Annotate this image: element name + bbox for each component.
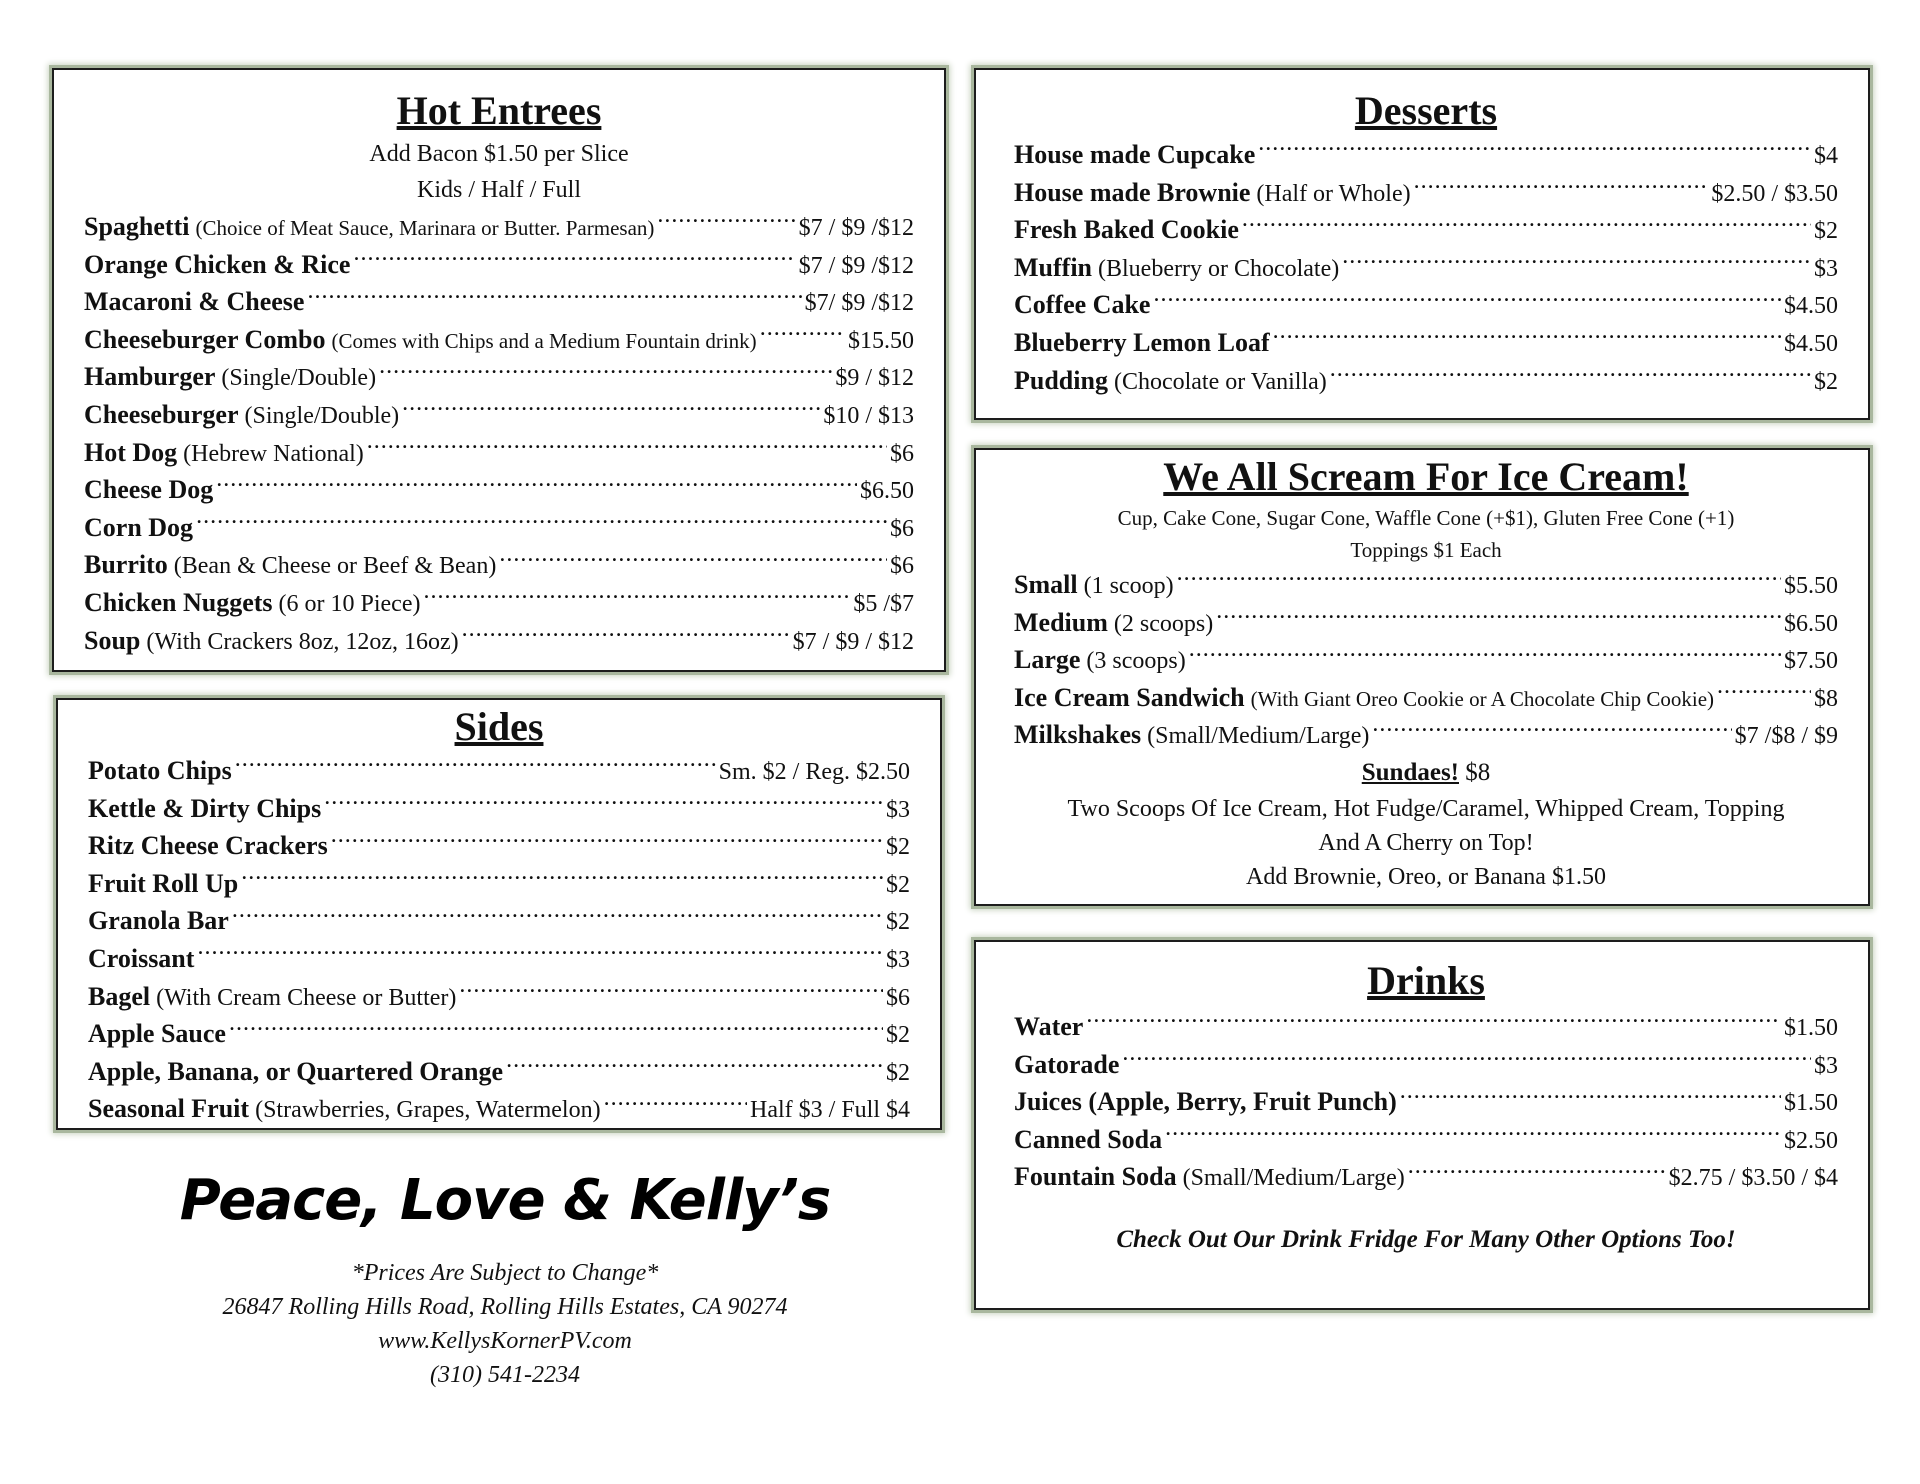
menu-item <box>1014 286 1838 324</box>
item-price: $2 <box>1814 368 1838 395</box>
item-name: Fresh Baked Cookie <box>1014 215 1239 245</box>
item-price: $2.75 / $3.50 / $4 <box>1668 1165 1838 1192</box>
dot-leader <box>197 941 883 967</box>
sundae-addon: Add Brownie, Oreo, or Banana $1.50 <box>1246 863 1606 890</box>
menu-item <box>84 434 914 472</box>
dot-leader <box>506 1054 883 1080</box>
sundae-description-2: And A Cherry on Top! <box>1318 829 1534 856</box>
address: 26847 Rolling Hills Road, Rolling Hills Estates, CA 90274 <box>222 1294 788 1320</box>
menu-item <box>88 1053 910 1091</box>
item-price: $6 <box>890 553 914 580</box>
drinks-title: Drinks <box>1367 958 1485 1003</box>
item-name: Potato Chips <box>88 756 232 785</box>
item-price: $5.50 <box>1784 573 1838 599</box>
menu-item <box>1014 1083 1838 1121</box>
sides-title: Sides <box>454 704 544 749</box>
dot-leader <box>196 510 887 536</box>
menu-item <box>88 790 910 828</box>
hot-entrees-title: Hot Entrees <box>396 88 602 133</box>
hot-entrees-list <box>84 208 914 659</box>
menu-item <box>84 546 914 584</box>
ice-cream-section <box>974 448 1870 906</box>
item-name: Soup <box>84 625 141 655</box>
item-name: Milkshakes <box>1014 720 1142 750</box>
drinks-section <box>974 940 1870 1310</box>
menu-item <box>88 1090 910 1128</box>
item-name: Kettle & Dirty Chips <box>88 793 322 823</box>
item-price: $2 <box>886 834 910 861</box>
dot-leader <box>462 623 790 649</box>
drink-fridge-note: Check Out Our Drink Fridge For Many Other Options Too! <box>1116 1225 1736 1253</box>
item-name: Spaghetti <box>84 212 190 241</box>
dot-leader <box>379 359 832 385</box>
brand-logo-text: Peace, Love & Kelly’s <box>179 1168 831 1233</box>
item-name: Cheeseburger Combo <box>84 324 326 354</box>
dot-leader <box>1122 1047 1811 1073</box>
dot-leader <box>1414 175 1709 201</box>
dot-leader <box>232 903 883 929</box>
item-price: $6.50 <box>860 478 914 505</box>
item-price: $7 / $9 /$12 <box>798 252 914 279</box>
item-name: Croissant <box>88 943 195 973</box>
item-name: Orange Chicken & Rice <box>84 249 351 279</box>
dot-leader <box>459 979 883 1005</box>
item-price: Sm. $2 / Reg. $2.50 <box>718 759 910 785</box>
cone-options: Cup, Cake Cone, Sugar Cone, Waffle Cone (+$1), Gluten Free Cone (+1) <box>1117 506 1735 530</box>
sides-list <box>88 752 910 1128</box>
dot-leader <box>1189 642 1781 668</box>
menu-item <box>1014 641 1838 679</box>
item-price: $2 <box>886 871 910 898</box>
dot-leader <box>1330 363 1811 389</box>
dot-leader <box>353 247 795 273</box>
portion-note: Kids / Half / Full <box>416 177 581 203</box>
menu-item <box>1014 1008 1838 1046</box>
item-price: $2 <box>886 909 910 936</box>
item-name: Seasonal Fruit <box>88 1094 250 1124</box>
dot-leader <box>1177 567 1781 593</box>
item-name: Granola Bar <box>88 906 229 936</box>
menu-item <box>1014 174 1838 212</box>
hot-entrees-section <box>52 68 946 672</box>
dot-leader <box>402 397 820 423</box>
dot-leader <box>229 1016 883 1042</box>
footer-info <box>150 1256 860 1392</box>
website: www.KellysKornerPV.com <box>378 1328 632 1354</box>
item-name: Apple Sauce <box>88 1019 226 1049</box>
item-description: (Comes with Chips and a Medium Fountain drink) <box>331 328 757 353</box>
price-disclaimer: *Prices Are Subject to Change* <box>351 1260 659 1286</box>
item-name: Macaroni & Cheese <box>84 287 305 317</box>
item-price: $4 <box>1814 143 1838 169</box>
item-name: Gatorade <box>1014 1049 1120 1079</box>
item-name: House made Cupcake <box>1014 140 1256 169</box>
dot-leader <box>1165 1122 1781 1148</box>
sundae-description-1: Two Scoops Of Ice Cream, Hot Fudge/Caramel, Whipped Cream, Topping <box>1067 795 1785 822</box>
menu-item <box>1014 1046 1838 1084</box>
dot-leader <box>1153 287 1781 313</box>
item-price: $7 / $9 /$12 <box>798 215 914 241</box>
item-price: $2.50 <box>1784 1127 1838 1154</box>
item-name: Small <box>1014 570 1078 599</box>
dot-leader <box>1342 250 1811 276</box>
item-description: (3 scoops) <box>1086 648 1186 675</box>
menu-item <box>84 471 914 509</box>
item-description: (Strawberries, Grapes, Watermelon) <box>255 1097 601 1124</box>
menu-item <box>1014 249 1838 287</box>
item-description: (With Cream Cheese or Butter) <box>156 984 457 1011</box>
item-description: (Small/Medium/Large) <box>1182 1165 1405 1192</box>
item-description: (Blueberry or Chocolate) <box>1098 255 1340 282</box>
menu-item <box>1014 604 1838 642</box>
item-price: $7.50 <box>1784 648 1838 675</box>
menu-item <box>1014 136 1838 174</box>
menu-item <box>84 396 914 434</box>
item-description: (6 or 10 Piece) <box>278 590 421 617</box>
ice-cream-title: We All Scream For Ice Cream! <box>1163 454 1689 499</box>
menu-item <box>1014 1121 1838 1159</box>
menu-item <box>1014 716 1838 754</box>
dot-leader <box>307 284 801 310</box>
dot-leader <box>324 791 883 817</box>
sundae-name: Sundaes! <box>1361 758 1459 786</box>
menu-item <box>1014 1158 1838 1196</box>
item-price: $7/ $9 /$12 <box>804 290 914 317</box>
item-price: $9 / $12 <box>835 365 914 392</box>
item-price: $6 <box>886 984 910 1011</box>
item-description: (2 scoops) <box>1113 610 1214 637</box>
menu-item <box>88 827 910 865</box>
menu-item <box>1014 211 1838 249</box>
menu-item <box>1014 566 1838 604</box>
item-name: Juices (Apple, Berry, Fruit Punch) <box>1014 1087 1397 1117</box>
item-name: Blueberry Lemon Loaf <box>1014 327 1270 357</box>
bacon-note: Add Bacon $1.50 per Slice <box>369 141 629 167</box>
dot-leader <box>604 1091 747 1117</box>
dot-leader <box>331 828 883 854</box>
item-description: (Small/Medium/Large) <box>1147 723 1370 750</box>
item-description: (Half or Whole) <box>1256 180 1411 207</box>
item-name: Hot Dog <box>84 437 178 467</box>
item-name: House made Brownie <box>1014 177 1251 207</box>
menu-item <box>84 208 914 246</box>
item-price: $2 <box>886 1059 910 1086</box>
toppings-note: Toppings $1 Each <box>1350 538 1502 562</box>
item-price: $5 /$7 <box>853 590 914 617</box>
item-name: Ice Cream Sandwich <box>1014 682 1245 712</box>
menu-item <box>88 902 910 940</box>
item-name: Hamburger <box>84 362 216 392</box>
item-name: Fountain Soda <box>1014 1162 1177 1192</box>
item-name: Burrito <box>84 550 168 580</box>
dot-leader <box>1258 137 1811 163</box>
item-description: (Single/Double) <box>221 365 377 392</box>
dot-leader <box>241 866 883 892</box>
sides-section <box>56 698 942 1130</box>
item-price: $6.50 <box>1784 610 1838 637</box>
item-name: Bagel <box>88 981 151 1011</box>
menu-item <box>88 752 910 790</box>
item-price: $4.50 <box>1784 330 1838 357</box>
item-description: (Choice of Meat Sauce, Marinara or Butter. Parmesan) <box>195 216 655 240</box>
item-price: $10 / $13 <box>823 402 914 429</box>
item-description: (Bean & Cheese or Beef & Bean) <box>173 553 497 580</box>
sundae-price: $8 <box>1465 758 1491 786</box>
menu-item <box>1014 362 1838 400</box>
item-price: $7 / $9 / $12 <box>792 628 914 655</box>
menu-item <box>84 509 914 547</box>
dot-leader <box>1372 717 1731 743</box>
menu-item <box>84 622 914 660</box>
dot-leader <box>367 435 887 461</box>
dot-leader <box>760 322 845 348</box>
item-name: Canned Soda <box>1014 1124 1163 1154</box>
item-description: (Chocolate or Vanilla) <box>1113 368 1327 395</box>
menu-item <box>88 978 910 1016</box>
item-name: Fruit Roll Up <box>88 868 239 898</box>
item-name: Cheeseburger <box>84 399 239 429</box>
item-name: Medium <box>1014 607 1108 637</box>
item-name: Coffee Cake <box>1014 290 1151 320</box>
dot-leader <box>1242 212 1811 238</box>
drinks-list <box>1014 1008 1838 1196</box>
menu-item <box>84 283 914 321</box>
menu-item <box>84 321 914 359</box>
item-name: Large <box>1014 645 1081 675</box>
menu-item <box>88 940 910 978</box>
dot-leader <box>1216 605 1781 631</box>
item-name: Muffin <box>1014 252 1092 282</box>
item-price: $1.50 <box>1784 1090 1838 1117</box>
dot-leader <box>423 585 850 611</box>
item-price: Half $3 / Full $4 <box>750 1097 910 1124</box>
desserts-list <box>1014 136 1838 399</box>
dot-leader <box>1717 680 1811 706</box>
item-price: $4.50 <box>1784 293 1838 320</box>
dot-leader <box>1400 1084 1781 1110</box>
item-description: (With Crackers 8oz, 12oz, 16oz) <box>146 628 459 655</box>
desserts-title: Desserts <box>1354 88 1498 133</box>
phone: (310) 541-2234 <box>430 1362 580 1388</box>
item-price: $3 <box>1814 255 1838 282</box>
item-name: Ritz Cheese Crackers <box>88 831 328 861</box>
item-description: (With Giant Oreo Cookie or A Chocolate Chip Cookie) <box>1250 686 1715 711</box>
dot-leader <box>1273 325 1781 351</box>
menu-item <box>1014 679 1838 717</box>
item-name: Cheese Dog <box>84 475 214 505</box>
item-name: Apple, Banana, or Quartered Orange <box>88 1056 504 1086</box>
item-name: Pudding <box>1014 365 1108 395</box>
item-price: $3 <box>886 946 910 973</box>
dot-leader <box>499 547 887 573</box>
dot-leader <box>1086 1009 1781 1035</box>
dot-leader <box>235 753 716 779</box>
item-description: (Single/Double) <box>244 402 400 429</box>
menu-item <box>84 584 914 622</box>
sundae-heading <box>1014 754 1838 792</box>
menu-item <box>88 1015 910 1053</box>
ice-cream-list <box>1014 566 1838 754</box>
menu-item <box>88 865 910 903</box>
item-price: $6 <box>890 440 914 467</box>
item-name: Corn Dog <box>84 512 194 542</box>
item-price: $2.50 / $3.50 <box>1711 180 1838 207</box>
item-price: $3 <box>1814 1052 1838 1079</box>
item-description: (Hebrew National) <box>183 440 364 467</box>
dot-leader <box>216 472 857 498</box>
dot-leader <box>657 209 795 235</box>
menu-item <box>84 246 914 284</box>
item-price: $8 <box>1814 685 1838 712</box>
menu-item <box>84 358 914 396</box>
menu-item <box>1014 324 1838 362</box>
dot-leader <box>1408 1159 1666 1185</box>
item-price: $1.50 <box>1784 1015 1838 1041</box>
item-name: Water <box>1014 1012 1084 1041</box>
item-description: (1 scoop) <box>1083 573 1174 599</box>
item-price: $2 <box>886 1022 910 1049</box>
item-name: Chicken Nuggets <box>84 587 273 617</box>
item-price: $6 <box>890 515 914 542</box>
item-price: $7 /$8 / $9 <box>1734 723 1838 750</box>
item-price: $2 <box>1814 218 1838 245</box>
item-price: $15.50 <box>848 327 914 354</box>
desserts-section <box>974 68 1870 420</box>
item-price: $3 <box>886 796 910 823</box>
